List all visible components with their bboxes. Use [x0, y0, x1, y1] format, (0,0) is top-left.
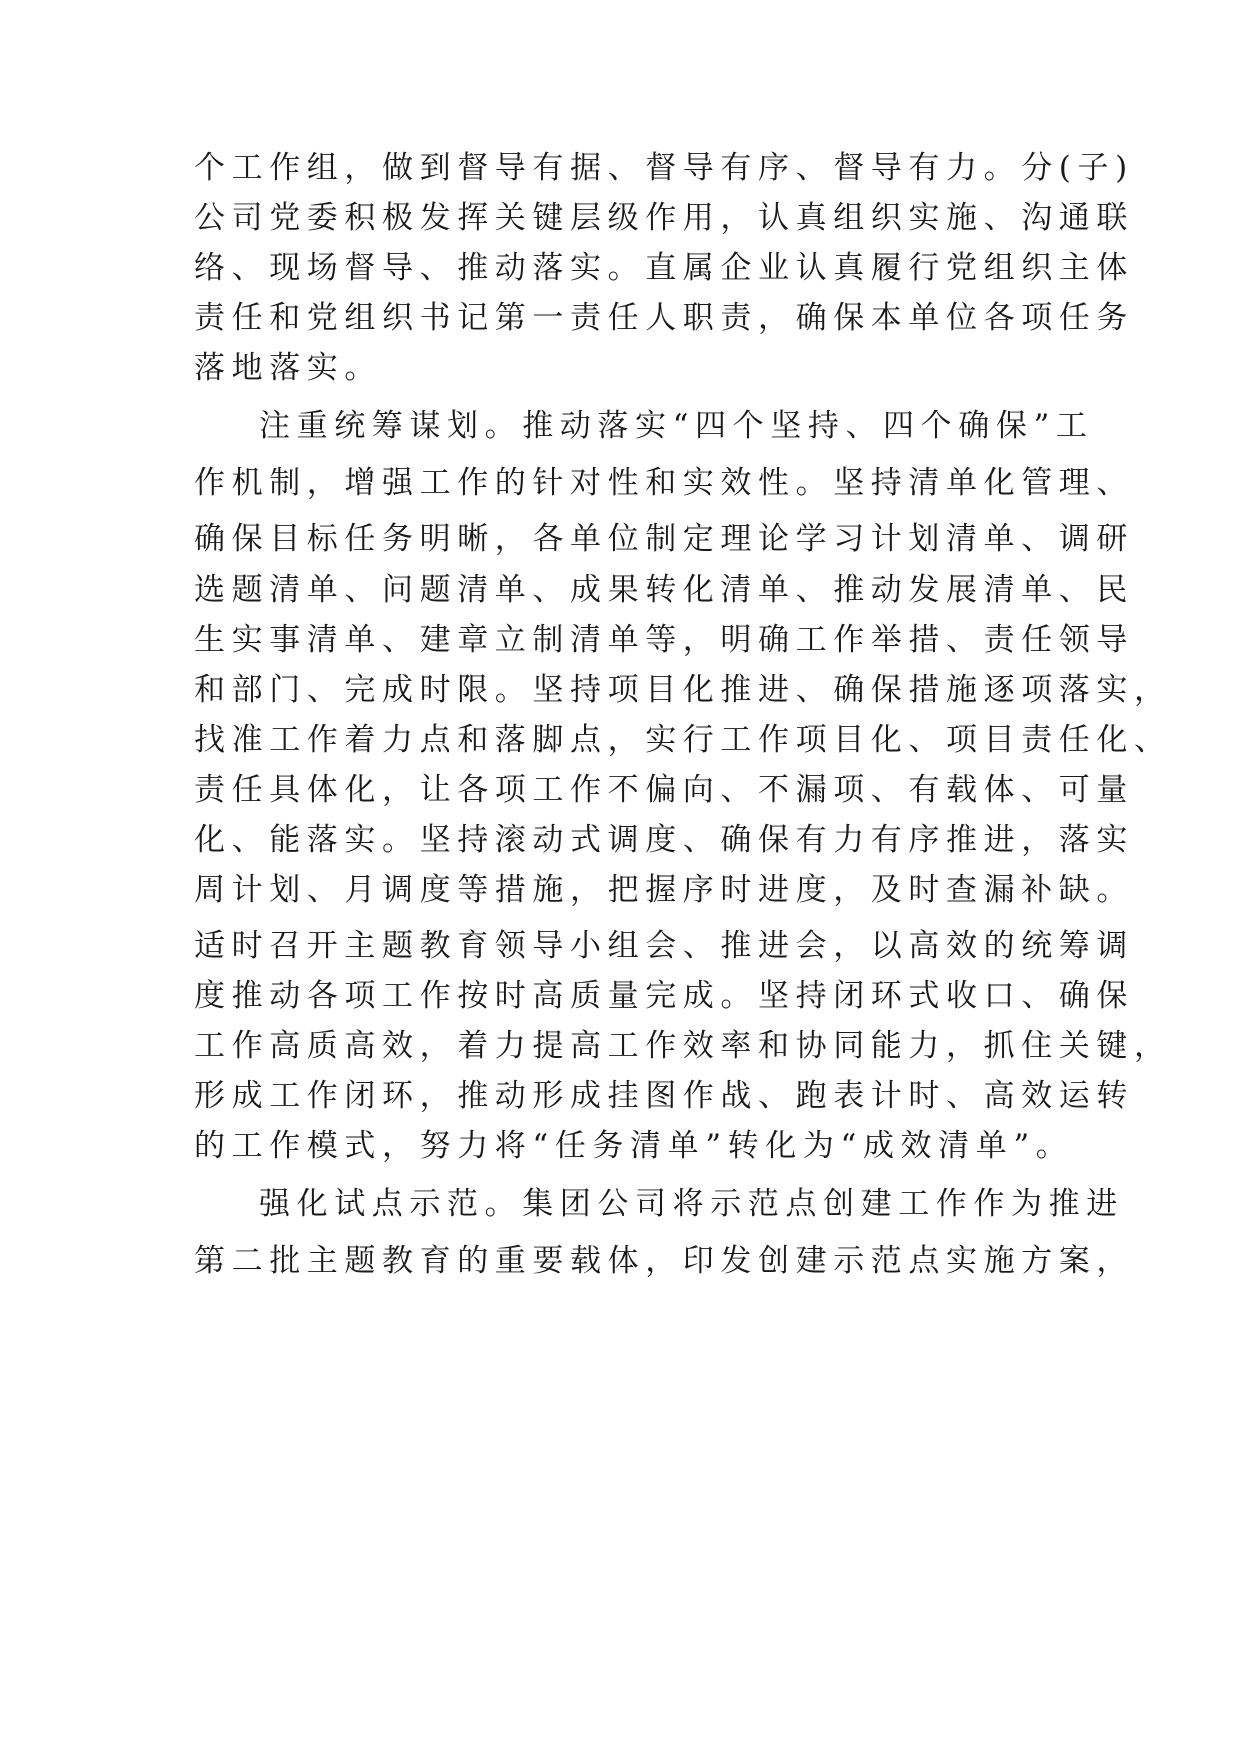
text-line: 度推动各项工作按时高质量完成。坚持闭环式收口、确保 — [194, 978, 1134, 1014]
text-line: 选题清单、问题清单、成果转化清单、推动发展清单、民 — [194, 572, 1134, 608]
text-line: 适时召开主题教育领导小组会、推进会，以高效的统筹调 — [194, 928, 1134, 964]
text-line: 个工作组，做到督导有据、督导有序、督导有力。分(子) — [194, 150, 1134, 186]
text-line: 工作高质高效，着力提高工作效率和协同能力，抓住关键， — [194, 1028, 1172, 1064]
text-line: 的工作模式，努力将“任务清单”转化为“成效清单”。 — [194, 1128, 1074, 1164]
text-line: 责任和党组织书记第一责任人职责，确保本单位各项任务 — [194, 300, 1134, 336]
paragraph-heading-line: 注重统筹谋划。推动落实“四个坚持、四个确保”工 — [259, 408, 1094, 444]
text-line: 周计划、月调度等措施，把握序时进度，及时查漏补缺。 — [194, 872, 1134, 908]
text-line: 作机制，增强工作的针对性和实效性。坚持清单化管理、 — [194, 465, 1134, 501]
text-line: 形成工作闭环，推动形成挂图作战、跑表计时、高效运转 — [194, 1078, 1134, 1114]
text-line: 找准工作着力点和落脚点，实行工作项目化、项目责任化、 — [194, 722, 1172, 758]
text-line: 第二批主题教育的重要载体，印发创建示范点实施方案， — [194, 1243, 1134, 1279]
text-line: 络、现场督导、推动落实。直属企业认真履行党组织主体 — [194, 250, 1134, 286]
text-line: 化、能落实。坚持滚动式调度、确保有力有序推进，落实 — [194, 822, 1134, 858]
text-line: 确保目标任务明晰，各单位制定理论学习计划清单、调研 — [194, 521, 1134, 557]
text-line: 责任具体化，让各项工作不偏向、不漏项、有载体、可量 — [194, 772, 1134, 808]
paragraph-heading-line: 强化试点示范。集团公司将示范点创建工作作为推进 — [259, 1186, 1124, 1222]
text-line: 生实事清单、建章立制清单等，明确工作举措、责任领导 — [194, 622, 1134, 658]
text-line: 公司党委积极发挥关键层级作用，认真组织实施、沟通联 — [194, 200, 1134, 236]
text-line: 落地落实。 — [194, 350, 382, 386]
text-line: 和部门、完成时限。坚持项目化推进、确保措施逐项落实， — [194, 672, 1172, 708]
